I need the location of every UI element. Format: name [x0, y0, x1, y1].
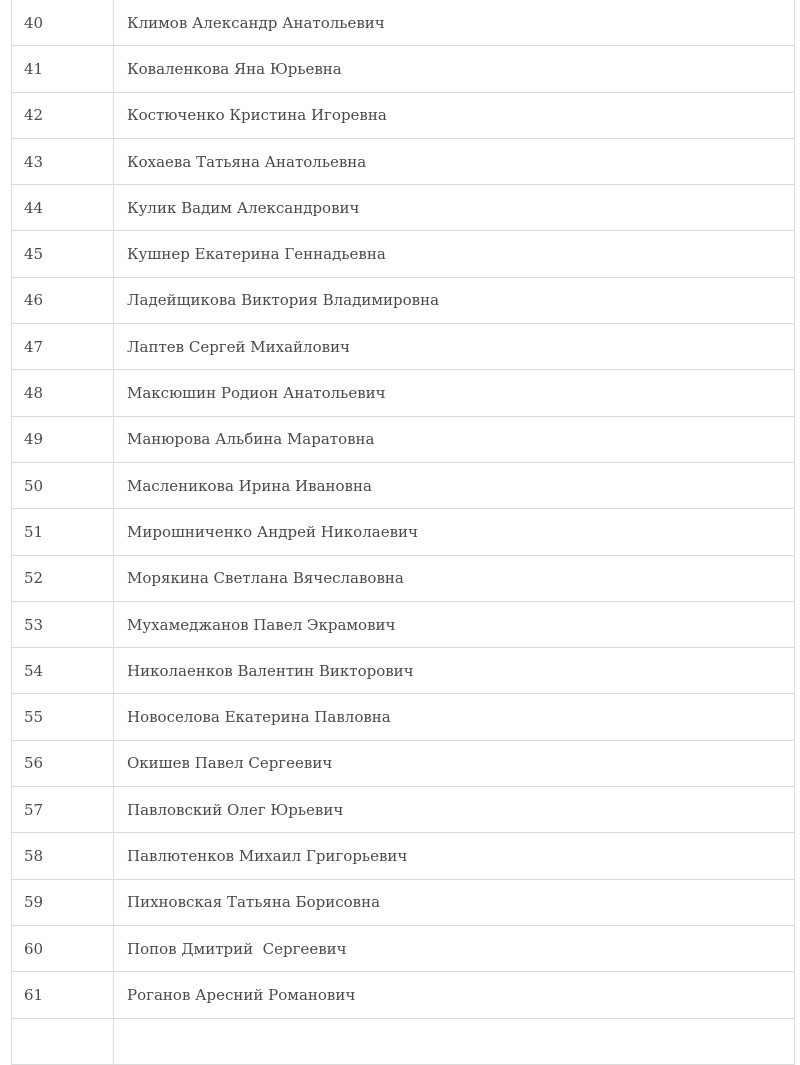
full-name-cell: Климов Александр Анатольевич — [114, 0, 795, 46]
full-name-cell: Лаптев Сергей Михайлович — [114, 324, 795, 370]
participants-table — [11, 0, 795, 1065]
table-row — [12, 231, 795, 277]
row-number-cell — [12, 1018, 114, 1064]
full-name-cell: Павловский Олег Юрьевич — [114, 787, 795, 833]
table-row — [12, 694, 795, 740]
full-name-cell: Манюрова Альбина Маратовна — [114, 416, 795, 462]
full-name-cell: Мирошниченко Андрей Николаевич — [114, 509, 795, 555]
table-row — [12, 1018, 795, 1064]
table-row — [12, 833, 795, 879]
table-row — [12, 324, 795, 370]
full-name-cell: Павлютенков Михаил Григорьевич — [114, 833, 795, 879]
table-row — [12, 972, 795, 1018]
participants-table-container — [11, 0, 794, 1065]
full-name-cell: Николаенков Валентин Викторович — [114, 648, 795, 694]
full-name-cell: Морякина Светлана Вячеславовна — [114, 555, 795, 601]
full-name-cell: Попов Дмитрий Сергеевич — [114, 925, 795, 971]
row-number-cell: 51 — [12, 509, 114, 555]
row-number-cell: 53 — [12, 601, 114, 647]
row-number-cell: 42 — [12, 92, 114, 138]
full-name-cell: Кулик Вадим Александрович — [114, 185, 795, 231]
row-number-cell: 45 — [12, 231, 114, 277]
full-name-cell: Кохаева Татьяна Анатольевна — [114, 138, 795, 184]
full-name-cell: Роганов Аресний Романович — [114, 972, 795, 1018]
table-row — [12, 138, 795, 184]
table-row — [12, 879, 795, 925]
full-name-cell: Коваленкова Яна Юрьевна — [114, 46, 795, 92]
row-number-cell: 60 — [12, 925, 114, 971]
table-row — [12, 648, 795, 694]
full-name-cell: Пихновская Татьяна Борисовна — [114, 879, 795, 925]
row-number-cell: 48 — [12, 370, 114, 416]
table-row — [12, 370, 795, 416]
full-name-cell: Мухамеджанов Павел Экрамович — [114, 601, 795, 647]
table-row — [12, 277, 795, 323]
table-row — [12, 555, 795, 601]
table-row — [12, 0, 795, 46]
row-number-cell: 61 — [12, 972, 114, 1018]
full-name-cell: Ладейщикова Виктория Владимировна — [114, 277, 795, 323]
table-row — [12, 416, 795, 462]
full-name-cell: Костюченко Кристина Игоревна — [114, 92, 795, 138]
row-number-cell: 52 — [12, 555, 114, 601]
table-row — [12, 740, 795, 786]
row-number-cell: 47 — [12, 324, 114, 370]
row-number-cell: 44 — [12, 185, 114, 231]
row-number-cell: 50 — [12, 462, 114, 508]
table-row — [12, 509, 795, 555]
participants-table-body — [12, 0, 795, 1064]
table-row — [12, 46, 795, 92]
row-number-cell: 49 — [12, 416, 114, 462]
full-name-cell: Максюшин Родион Анатольевич — [114, 370, 795, 416]
full-name-cell: Окишев Павел Сергеевич — [114, 740, 795, 786]
table-row — [12, 925, 795, 971]
row-number-cell: 43 — [12, 138, 114, 184]
row-number-cell: 56 — [12, 740, 114, 786]
full-name-cell: Новоселова Екатерина Павловна — [114, 694, 795, 740]
full-name-cell: Масленикова Ирина Ивановна — [114, 462, 795, 508]
row-number-cell: 40 — [12, 0, 114, 46]
row-number-cell: 59 — [12, 879, 114, 925]
row-number-cell: 46 — [12, 277, 114, 323]
row-number-cell: 54 — [12, 648, 114, 694]
row-number-cell: 41 — [12, 46, 114, 92]
table-row — [12, 787, 795, 833]
full-name-cell: Кушнер Екатерина Геннадьевна — [114, 231, 795, 277]
row-number-cell: 55 — [12, 694, 114, 740]
table-row — [12, 185, 795, 231]
row-number-cell: 58 — [12, 833, 114, 879]
table-row — [12, 601, 795, 647]
full-name-cell — [114, 1018, 795, 1064]
table-row — [12, 462, 795, 508]
table-row — [12, 92, 795, 138]
row-number-cell: 57 — [12, 787, 114, 833]
